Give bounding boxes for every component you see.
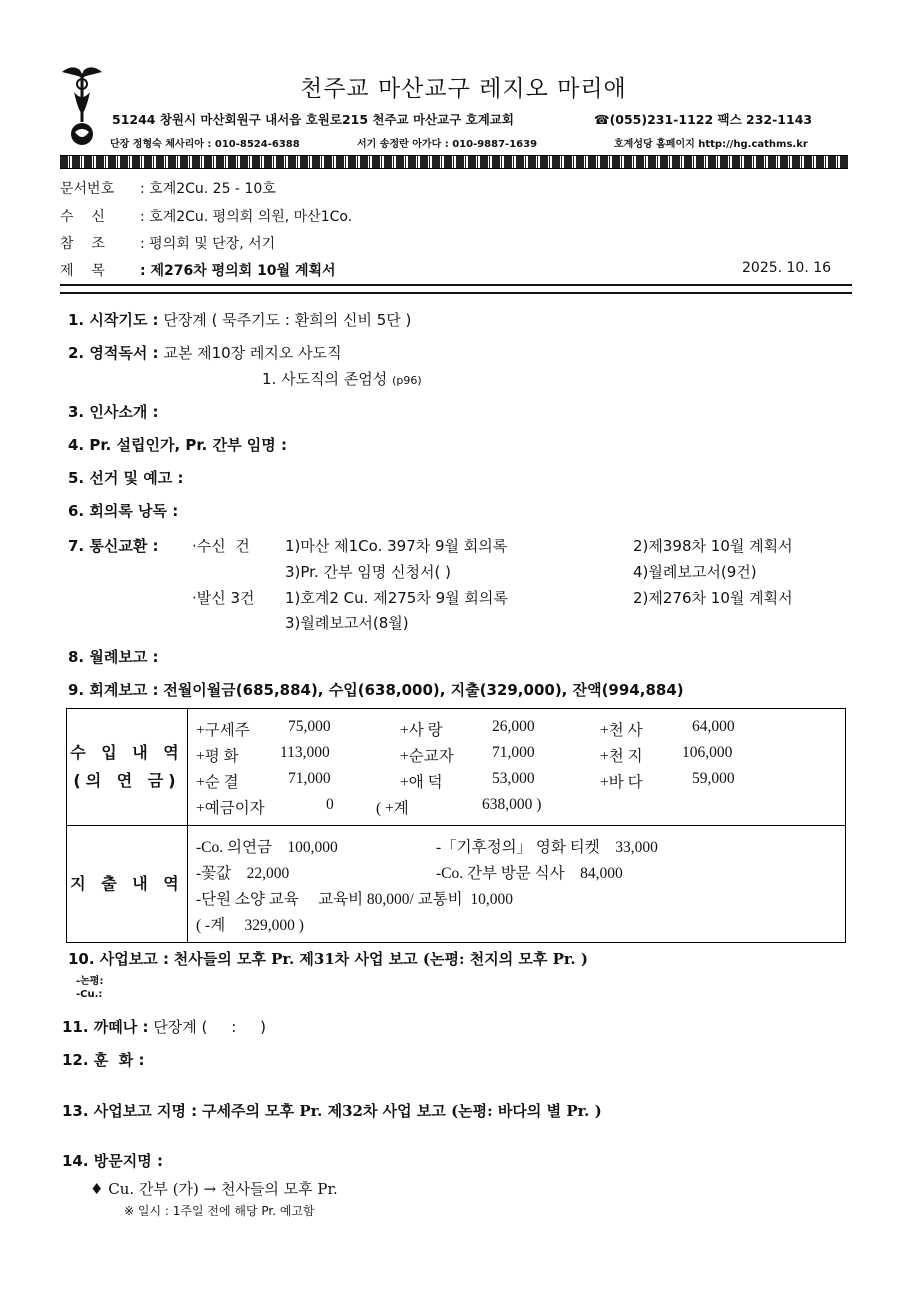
homepage-link[interactable]: 호계성당 홈페이지 http://hg.cathms.kr <box>614 139 808 150</box>
income-name: +구세주 <box>196 722 250 739</box>
income-amount: 59,000 <box>692 770 735 787</box>
agenda-item-10 <box>68 948 588 969</box>
recipient-value: : 호계2Cu. 평의회 의원, 마산1Co. <box>140 209 353 225</box>
sent-label: ·발신 3건 <box>192 589 255 607</box>
document-date: 2025. 10. 16 <box>742 260 832 276</box>
visit-note: ※ 일시 : 1주일 전에 해당 Pr. 예고함 <box>124 1204 315 1218</box>
agenda-9-label: 9. 회계보고 : <box>68 681 159 699</box>
agenda-item-14 <box>62 1150 163 1171</box>
review-note: -논평: <box>76 976 104 987</box>
income-header-sub: (의 연 금) <box>73 771 181 790</box>
reference <box>60 233 275 253</box>
org-title: 천주교 마산교구 레지오 마리애 <box>300 76 627 102</box>
agenda-item-12 <box>62 1049 144 1070</box>
agenda-item-3 <box>68 401 159 422</box>
income-amount: 0 <box>326 796 334 813</box>
secretary-contact: 서기 송정란 아가다 : 010-9887-1639 <box>357 139 538 150</box>
income-amount: 64,000 <box>692 718 735 735</box>
expense-item: -Co. 의연금 100,000 <box>196 839 338 856</box>
agenda-2-value: 교본 제10장 레지오 사도직 <box>163 344 342 362</box>
subject-value: : 제276차 평의회 10월 계획서 <box>140 263 336 279</box>
agenda-item-7 <box>68 535 159 556</box>
diamond-bullet-icon: ♦ <box>90 1180 104 1198</box>
agenda-10-label: 10. 사업보고 : <box>68 950 169 968</box>
income-line-2 <box>196 741 845 767</box>
income-header-title: 수 입 내 역 <box>70 743 184 762</box>
income-total: 638,000 ) <box>482 796 542 813</box>
agenda-item-6 <box>68 500 178 521</box>
agenda-item-4 <box>68 434 287 455</box>
income-amount: 53,000 <box>492 770 535 787</box>
agenda-item-1 <box>68 309 411 330</box>
expense-line-2 <box>196 858 845 884</box>
doc-number-label: 문서번호 <box>60 181 115 197</box>
sent-1: 1)호계2 Cu. 제275차 9월 회의록 <box>285 589 508 607</box>
income-name: +평 화 <box>196 748 239 765</box>
agenda-2-label: 2. 영적독서 : <box>68 344 159 362</box>
agenda-13-label: 13. 사업보고 지명 : <box>62 1102 198 1120</box>
agenda-item-13 <box>62 1100 602 1121</box>
income-name: +천 사 <box>600 722 643 739</box>
received-1: 1)마산 제1Co. 397차 9월 회의록 <box>285 537 508 555</box>
received-3: 3)Pr. 간부 임명 신청서( ) <box>285 563 451 581</box>
expense-item: -「기후정의」 영화 티켓 33,000 <box>436 839 658 856</box>
expense-details <box>188 826 846 943</box>
agenda-10-value: 천사들의 모후 Pr. 제31차 사업 보고 (논평: 천지의 모후 Pr. ) <box>173 950 588 968</box>
reference-value: : 평의회 및 단장, 서기 <box>140 236 276 252</box>
agenda-11-label: 11. 까떼나 : <box>62 1018 149 1036</box>
income-name: +사 랑 <box>400 722 443 739</box>
agenda-item-2 <box>68 342 342 363</box>
agenda-5-label: 5. 선거 및 예고 : <box>68 469 184 487</box>
expense-line-3 <box>196 884 845 910</box>
legion-emblem-icon <box>60 62 104 146</box>
income-name: +예금이자 <box>196 800 265 817</box>
agenda-item-9 <box>68 679 684 700</box>
income-line-3 <box>196 767 845 793</box>
received-2: 2)제398차 10월 계획서 <box>633 537 793 555</box>
agenda-item-5 <box>68 467 183 488</box>
phone-fax: ☎(055)231-1122 팩스 232-1143 <box>594 112 813 127</box>
income-name: +순 결 <box>196 774 239 791</box>
income-name: +애 덕 <box>400 774 443 791</box>
agenda-8-label: 8. 월례보고 : <box>68 648 159 666</box>
income-amount: 26,000 <box>492 718 535 735</box>
agenda-item-8 <box>68 646 159 667</box>
income-row <box>67 709 846 826</box>
recipient-label: 수 신 <box>60 209 105 225</box>
subject <box>60 260 336 280</box>
expense-item: -단원 소양 교육 교육비 80,000/ 교통비 10,000 <box>196 891 514 908</box>
expense-row <box>67 826 846 943</box>
expense-item: -꽃값 22,000 <box>196 865 290 882</box>
agenda-3-label: 3. 인사소개 : <box>68 403 159 421</box>
income-name: +순교자 <box>400 748 454 765</box>
received-label: ·수신 건 <box>192 537 250 555</box>
agenda-4-label: 4. Pr. 설립인가, Pr. 간부 임명 : <box>68 436 287 454</box>
sent-2: 2)제276차 10월 계획서 <box>633 589 793 607</box>
address: 51244 창원시 마산회원구 내서읍 호원로215 천주교 마산교구 호계교회 <box>112 112 514 127</box>
expense-item: -Co. 간부 방문 식사 84,000 <box>436 865 623 882</box>
agenda-7-label: 7. 통신교환 : <box>68 537 159 555</box>
expense-total: ( -계 329,000 ) <box>196 917 304 934</box>
income-name: +천 지 <box>600 748 643 765</box>
expense-line-1 <box>196 832 845 858</box>
recipient <box>60 206 352 226</box>
agenda-12-label: 12. 훈 화 : <box>62 1051 145 1069</box>
income-header <box>67 709 188 826</box>
income-line-4 <box>196 793 845 819</box>
separator-line <box>60 284 852 294</box>
sent-3: 3)월례보고서(8월) <box>285 614 409 632</box>
agenda-2-sub-text: 1. 사도직의 존엄성 <box>262 370 388 388</box>
agenda-6-label: 6. 회의록 낭독 : <box>68 502 179 520</box>
agenda-13-value: 구세주의 모후 Pr. 제32차 사업 보고 (논평: 바다의 별 Pr. ) <box>201 1102 602 1120</box>
received-4: 4)월례보고서(9건) <box>633 563 757 581</box>
agenda-11-value: 단장계 ( : ) <box>153 1018 266 1036</box>
agenda-item-11 <box>62 1016 266 1037</box>
income-amount: 71,000 <box>288 770 331 787</box>
decorative-border <box>60 155 848 169</box>
income-name: +바 다 <box>600 774 643 791</box>
reference-label: 참 조 <box>60 236 105 252</box>
visit-assignment <box>90 1178 338 1199</box>
agenda-1-value: 단장계 ( 묵주기도 : 환희의 신비 5단 ) <box>163 311 412 329</box>
accounting-table <box>66 708 846 943</box>
leader-contact: 단장 정형숙 체사리아 : 010-8524-6388 <box>110 139 300 150</box>
income-amount: 71,000 <box>492 744 535 761</box>
income-amount: 75,000 <box>288 718 331 735</box>
agenda-1-label: 1. 시작기도 : <box>68 311 159 329</box>
curia-note: -Cu.: <box>76 989 103 1000</box>
income-line-1 <box>196 715 845 741</box>
income-details <box>188 709 846 826</box>
doc-number-value: : 호계2Cu. 25 - 10호 <box>140 181 276 197</box>
expense-header-title: 지 출 내 역 <box>70 874 184 893</box>
income-total-label: ( +계 <box>376 800 409 817</box>
expense-header <box>67 826 188 943</box>
income-amount: 106,000 <box>682 744 733 761</box>
subject-label: 제 목 <box>60 263 105 279</box>
agenda-14-label: 14. 방문지명 : <box>62 1152 163 1170</box>
accounting-summary: 전월이월금(685,884), 수입(638,000), 지출(329,000), 잔액(994,884) <box>163 681 684 699</box>
agenda-2-page: (p96) <box>392 374 422 387</box>
expense-line-4 <box>196 910 845 936</box>
visit-assignment-text: Cu. 간부 (가) → 천사들의 모후 Pr. <box>108 1180 338 1198</box>
doc-number <box>60 178 276 198</box>
income-amount: 113,000 <box>280 744 330 761</box>
agenda-2-sub <box>262 368 422 389</box>
